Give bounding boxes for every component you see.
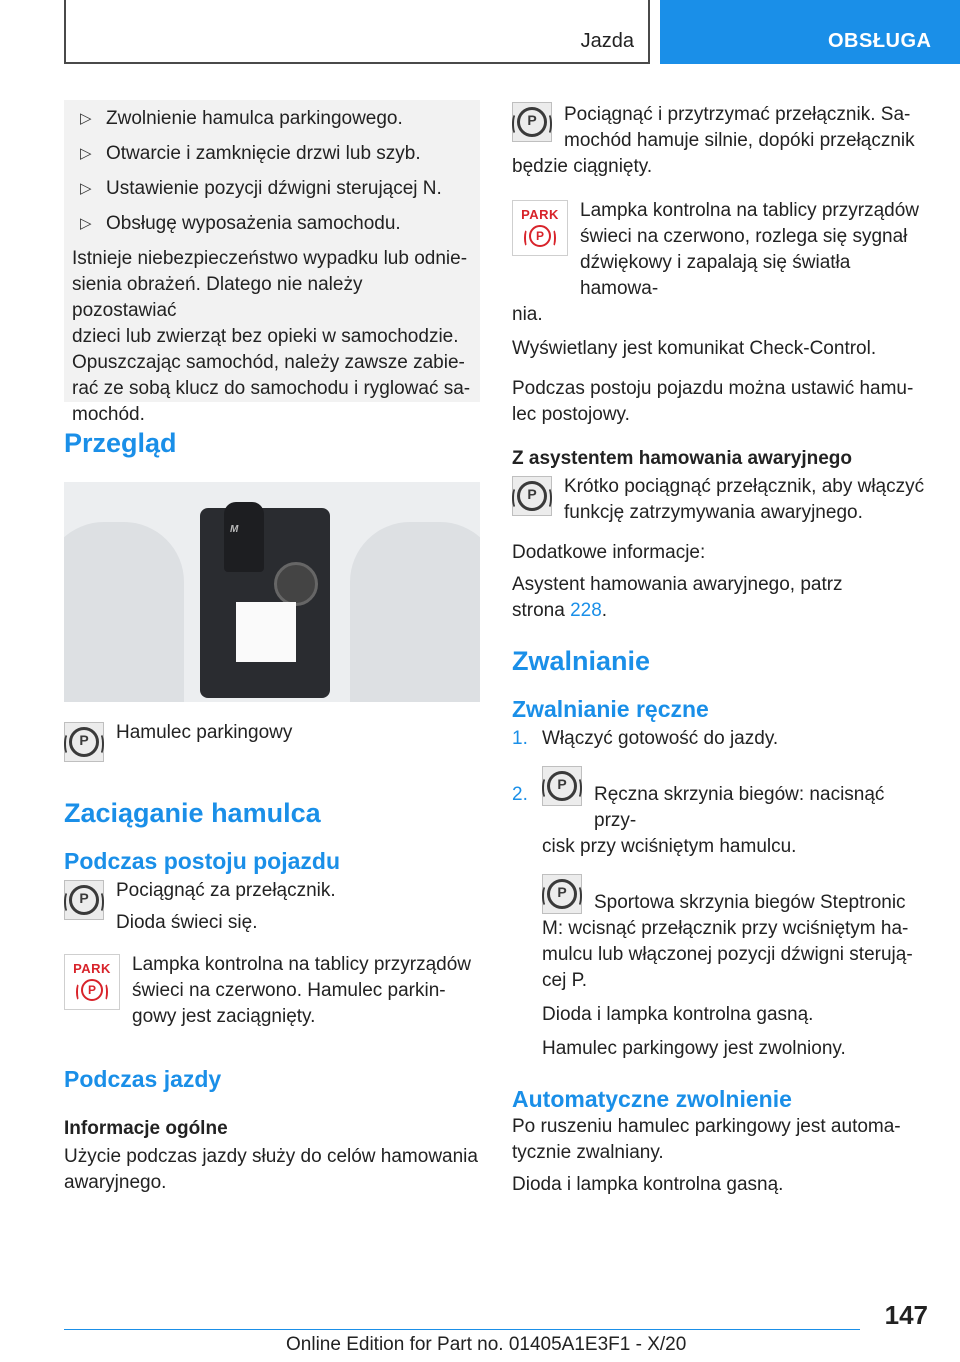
warning-text: Istnieje niebezpieczeństwo wypadku lub odnie- sienia obrażeń. Dlatego nie należy pozostawiać dzieci lub zwierząt bez opieki w samochodzie. Opuszczając samochód, należy zawsze zabie- rać ze sobą klucz do samochodu i ryglować sa- mochód. <box>72 248 471 425</box>
heading-engage: Zaciąganie hamulca <box>64 798 321 828</box>
hold-switch-text-end: będzie ciągnięty. <box>512 156 653 177</box>
hold-switch-row <box>512 100 928 154</box>
released-text: Hamulec parkingowy jest zwolniony. <box>542 1038 846 1059</box>
heading-release: Zwalnianie <box>512 646 651 676</box>
bullet-item: ▷ Otwarcie i zamknięcie drzwi lub szyb. <box>72 141 472 167</box>
auto-release-text: Po ruszeniu hamulec parkingowy jest automa- tycznie zwalniany. <box>512 1116 901 1163</box>
page-number: 147 <box>884 1300 928 1330</box>
right-column <box>512 100 928 1198</box>
parking-brake-switch-icon: P <box>512 102 552 142</box>
pull-switch-row <box>64 878 480 936</box>
parking-brake-switch-icon: P <box>64 722 104 762</box>
park-warning-icon: PARK P <box>64 954 120 1010</box>
pull-switch-text: Pociągnąć za przełącznik. <box>116 880 336 901</box>
parking-brake-switch-icon: P <box>64 880 104 920</box>
park-lamp-text: Lampka kontrolna na tablicy przyrządów świeci na czerwono. Hamulec parkin- gowy jest zaciągnięty. <box>132 954 472 1027</box>
footer-edition: Online Edition for Part no. 01405A1E3F1 - X/20 <box>286 1334 687 1355</box>
header-section-box <box>64 0 650 64</box>
sport-gearbox-text-end: M: wcisnąć przełącznik przy wciśniętym ha- mulcu lub włączonej pozycji dźwigni sterują- cej P. <box>542 918 913 991</box>
step-number: 2. <box>512 784 528 805</box>
parking-brake-switch-icon: P <box>542 874 582 914</box>
header-section: Jazda <box>580 30 634 52</box>
step-number: 1. <box>512 728 528 749</box>
extra-info-label: Dodatkowe informacje: <box>512 542 706 563</box>
heading-standstill: Podczas postoju pojazdu <box>64 848 341 874</box>
park-lamp-text-right: Lampka kontrolna na tablicy przyrządów świeci na czerwono, rozlega się sygnał dźwiękowy i zapalają się światła hamowa- <box>580 200 920 299</box>
triangle-bullet-icon: ▷ <box>80 215 92 232</box>
hold-switch-text: Pociągnąć i przytrzymać przełącznik. Sa- mochód hamuje silnie, dopóki przełącznik <box>564 104 915 151</box>
heading-auto-release: Automatyczne zwolnienie <box>512 1086 792 1112</box>
general-text: Użycie podczas jazdy służy do celów hamowania awaryjnego. <box>64 1146 478 1193</box>
led-off-text: Dioda i lampka kontrolna gasną. <box>542 1004 814 1025</box>
park-lamp-text-end: nia. <box>512 304 543 325</box>
parking-brake-switch-icon: P <box>512 476 552 516</box>
check-control-text: Wyświetlany jest komunikat Check-Control. <box>512 338 877 359</box>
park-lamp-row <box>64 952 480 1030</box>
step-text: Włączyć gotowość do jazdy. <box>542 728 779 749</box>
header-chapter-box <box>660 0 960 64</box>
park-lamp-row-right <box>512 198 928 302</box>
page-link[interactable]: 228 <box>570 600 602 621</box>
header-chapter: OBSŁUGA <box>828 30 932 52</box>
triangle-bullet-icon: ▷ <box>80 145 92 162</box>
footer-divider <box>64 1329 860 1330</box>
heading-general: Informacje ogólne <box>64 1118 228 1139</box>
bullet-item: ▷ Zwolnienie hamulca parkingowego. <box>72 106 472 132</box>
parking-brake-legend <box>64 720 480 762</box>
triangle-bullet-icon: ▷ <box>80 180 92 197</box>
assist-text: Krótko pociągnąć przełącznik, aby włączyć funkcję zatrzymywania awaryjnego. <box>564 476 925 523</box>
auto-led-off-text: Dioda i lampka kontrolna gasną. <box>512 1174 784 1195</box>
step-2-text-end: cisk przy wciśniętym hamulcu. <box>542 836 797 857</box>
heading-manual-release: Zwalnianie ręczne <box>512 696 709 722</box>
step-2-text: Ręczna skrzynia biegów: nacisnąć przy- <box>594 784 885 831</box>
center-console-photo: M <box>64 482 480 702</box>
bullet-item: ▷ Obsługę wyposażenia samochodu. <box>72 211 472 237</box>
step-2 <box>512 764 928 1062</box>
warning-box <box>64 100 480 425</box>
heading-driving: Podczas jazdy <box>64 1066 222 1092</box>
parking-brake-label: Hamulec parkingowy <box>116 722 293 743</box>
standstill-text: Podczas postoju pojazdu można ustawić hamu- lec postojowy. <box>512 378 914 425</box>
led-on-text: Dioda świeci się. <box>116 912 258 933</box>
left-column <box>64 100 480 1196</box>
bullet-item: ▷ Ustawienie pozycji dźwigni sterującej N. <box>72 176 472 202</box>
assist-row <box>512 474 928 526</box>
park-warning-icon: PARK P <box>512 200 568 256</box>
step-1 <box>512 726 928 752</box>
assist-reference: Asystent hamowania awaryjnego, patrz strona 228. <box>512 574 843 621</box>
heading-overview: Przegląd <box>64 428 177 458</box>
triangle-bullet-icon: ▷ <box>80 110 92 127</box>
heading-assist: Z asystentem hamowania awaryjnego <box>512 448 853 469</box>
parking-brake-switch-icon: P <box>542 766 582 806</box>
sport-gearbox-text: Sportowa skrzynia biegów Steptronic <box>594 892 906 913</box>
